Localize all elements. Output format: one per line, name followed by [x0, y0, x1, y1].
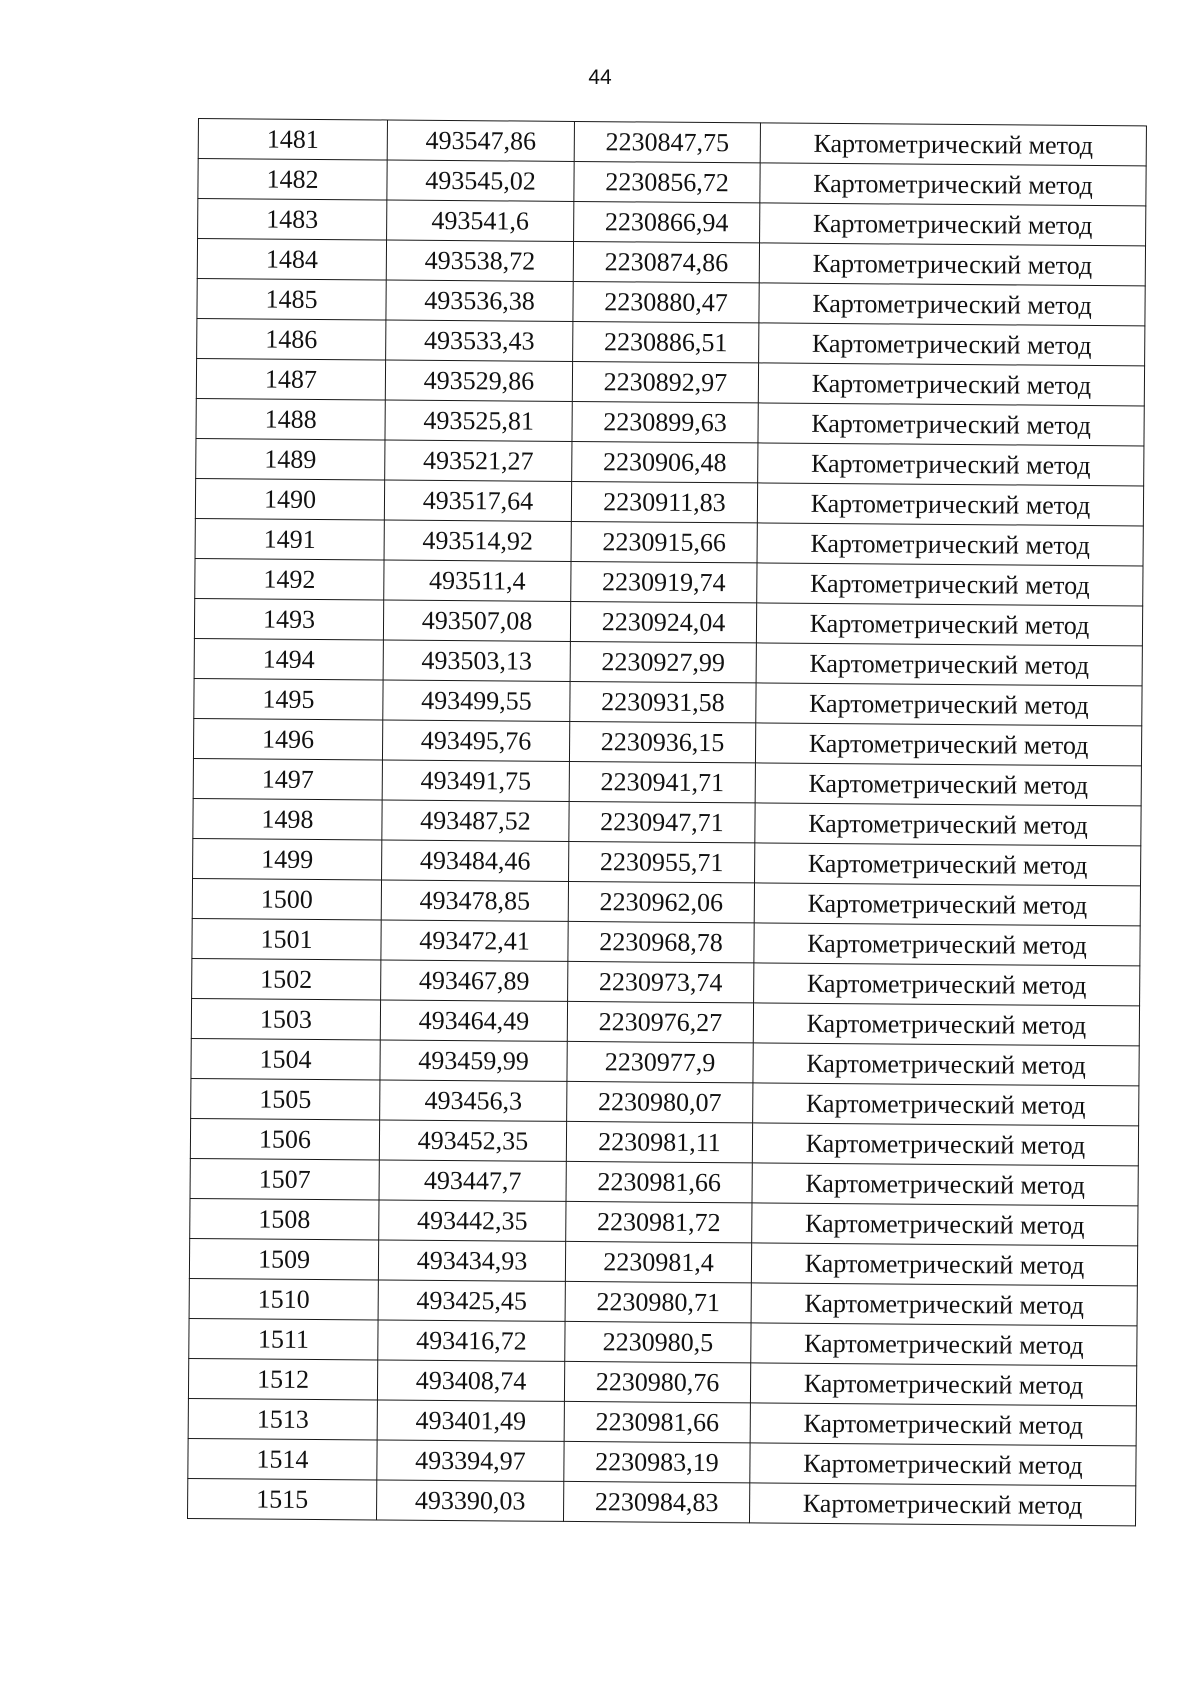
x-coordinate-cell: 493529,86: [385, 360, 572, 401]
x-coordinate-cell: 493521,27: [385, 440, 572, 481]
method-cell: Картометрический метод: [757, 563, 1143, 606]
x-coordinate-cell: 493484,46: [382, 840, 569, 881]
y-coordinate-cell: 2230906,48: [572, 441, 758, 482]
x-coordinate-cell: 493545,02: [387, 160, 574, 201]
y-coordinate-cell: 2230981,4: [565, 1241, 751, 1282]
method-cell: Картометрический метод: [754, 923, 1140, 966]
x-coordinate-cell: 493487,52: [382, 800, 569, 841]
point-number-cell: 1514: [188, 1438, 377, 1479]
method-cell: Картометрический метод: [755, 803, 1141, 846]
x-coordinate-cell: 493467,89: [381, 960, 568, 1001]
x-coordinate-cell: 493472,41: [381, 920, 568, 961]
point-number-cell: 1491: [195, 518, 384, 559]
y-coordinate-cell: 2230941,71: [569, 761, 755, 802]
y-coordinate-cell: 2230911,83: [571, 481, 757, 522]
point-number-cell: 1508: [190, 1198, 379, 1239]
method-cell: Картометрический метод: [752, 1123, 1138, 1166]
method-cell: Картометрический метод: [758, 403, 1144, 446]
method-cell: Картометрический метод: [760, 123, 1146, 166]
method-cell: Картометрический метод: [756, 603, 1142, 646]
method-cell: Картометрический метод: [752, 1203, 1138, 1246]
method-cell: Картометрический метод: [751, 1243, 1137, 1286]
y-coordinate-cell: 2230968,78: [568, 921, 754, 962]
method-cell: Картометрический метод: [750, 1403, 1136, 1446]
table-row: [188, 1478, 1136, 1525]
point-number-cell: 1485: [197, 278, 386, 319]
x-coordinate-cell: 493447,7: [379, 1160, 566, 1201]
y-coordinate-cell: 2230880,47: [573, 281, 759, 322]
coordinates-table: [187, 118, 1147, 1526]
y-coordinate-cell: 2230931,58: [570, 681, 756, 722]
point-number-cell: 1503: [191, 998, 380, 1039]
y-coordinate-cell: 2230955,71: [569, 841, 755, 882]
coordinates-table-body: [188, 119, 1147, 1526]
method-cell: Картометрический метод: [751, 1323, 1137, 1366]
method-cell: Картометрический метод: [755, 723, 1141, 766]
method-cell: Картометрический метод: [758, 363, 1144, 406]
y-coordinate-cell: 2230981,66: [566, 1161, 752, 1202]
x-coordinate-cell: 493514,92: [384, 520, 571, 561]
x-coordinate-cell: 493425,45: [378, 1280, 565, 1321]
x-coordinate-cell: 493536,38: [386, 280, 573, 321]
method-cell: Картометрический метод: [760, 163, 1146, 206]
y-coordinate-cell: 2230973,74: [568, 961, 754, 1002]
y-coordinate-cell: 2230924,04: [570, 601, 756, 642]
x-coordinate-cell: 493408,74: [377, 1360, 564, 1401]
method-cell: Картометрический метод: [758, 443, 1144, 486]
method-cell: Картометрический метод: [756, 643, 1142, 686]
y-coordinate-cell: 2230983,19: [564, 1441, 750, 1482]
point-number-cell: 1497: [193, 758, 382, 799]
method-cell: Картометрический метод: [754, 883, 1140, 926]
y-coordinate-cell: 2230847,75: [574, 121, 760, 162]
method-cell: Картометрический метод: [754, 963, 1140, 1006]
method-cell: Картометрический метод: [749, 1483, 1135, 1526]
point-number-cell: 1484: [197, 239, 386, 280]
point-number-cell: 1511: [189, 1318, 378, 1359]
method-cell: Картометрический метод: [753, 1083, 1139, 1126]
x-coordinate-cell: 493491,75: [382, 760, 569, 801]
x-coordinate-cell: 493538,72: [386, 240, 573, 281]
x-coordinate-cell: 493442,35: [379, 1200, 566, 1241]
x-coordinate-cell: 493459,99: [380, 1040, 567, 1081]
method-cell: Картометрический метод: [751, 1283, 1137, 1326]
y-coordinate-cell: 2230962,06: [568, 881, 754, 922]
point-number-cell: 1487: [196, 358, 385, 399]
x-coordinate-cell: 493507,08: [383, 600, 570, 641]
y-coordinate-cell: 2230899,63: [572, 401, 758, 442]
method-cell: Картометрический метод: [752, 1163, 1138, 1206]
point-number-cell: 1500: [192, 878, 381, 919]
x-coordinate-cell: 493416,72: [378, 1320, 565, 1361]
method-cell: Картометрический метод: [756, 683, 1142, 726]
x-coordinate-cell: 493517,64: [384, 480, 571, 521]
y-coordinate-cell: 2230977,9: [567, 1041, 753, 1082]
y-coordinate-cell: 2230981,11: [566, 1121, 752, 1162]
point-number-cell: 1513: [188, 1398, 377, 1439]
x-coordinate-cell: 493394,97: [377, 1440, 564, 1481]
point-number-cell: 1509: [189, 1238, 378, 1279]
point-number-cell: 1492: [195, 558, 384, 599]
x-coordinate-cell: 493533,43: [386, 320, 573, 361]
y-coordinate-cell: 2230892,97: [572, 361, 758, 402]
x-coordinate-cell: 493495,76: [382, 720, 569, 761]
y-coordinate-cell: 2230976,27: [567, 1001, 753, 1042]
method-cell: Картометрический метод: [755, 763, 1141, 806]
point-number-cell: 1494: [194, 638, 383, 679]
y-coordinate-cell: 2230886,51: [573, 321, 759, 362]
point-number-cell: 1483: [198, 199, 387, 240]
y-coordinate-cell: 2230984,83: [563, 1481, 749, 1522]
x-coordinate-cell: 493456,3: [380, 1080, 567, 1121]
y-coordinate-cell: 2230980,76: [564, 1361, 750, 1402]
point-number-cell: 1505: [191, 1078, 380, 1119]
y-coordinate-cell: 2230874,86: [573, 241, 759, 282]
x-coordinate-cell: 493390,03: [376, 1480, 563, 1521]
x-coordinate-cell: 493541,6: [387, 200, 574, 241]
y-coordinate-cell: 2230980,71: [565, 1281, 751, 1322]
x-coordinate-cell: 493503,13: [383, 640, 570, 681]
point-number-cell: 1496: [193, 718, 382, 759]
method-cell: Картометрический метод: [757, 523, 1143, 566]
y-coordinate-cell: 2230947,71: [569, 801, 755, 842]
point-number-cell: 1501: [192, 918, 381, 959]
y-coordinate-cell: 2230936,15: [569, 721, 755, 762]
y-coordinate-cell: 2230856,72: [574, 161, 760, 202]
point-number-cell: 1490: [195, 478, 384, 519]
y-coordinate-cell: 2230915,66: [571, 521, 757, 562]
x-coordinate-cell: 493511,4: [384, 560, 571, 601]
page-number: 44: [588, 66, 612, 89]
method-cell: Картометрический метод: [753, 1043, 1139, 1086]
y-coordinate-cell: 2230919,74: [571, 561, 757, 602]
method-cell: Картометрический метод: [759, 243, 1145, 286]
point-number-cell: 1482: [198, 159, 387, 200]
method-cell: Картометрический метод: [760, 203, 1146, 246]
method-cell: Картометрический метод: [753, 1003, 1139, 1046]
y-coordinate-cell: 2230866,94: [574, 201, 760, 242]
point-number-cell: 1495: [194, 678, 383, 719]
point-number-cell: 1488: [196, 398, 385, 439]
x-coordinate-cell: 493434,93: [378, 1240, 565, 1281]
x-coordinate-cell: 493499,55: [383, 680, 570, 721]
x-coordinate-cell: 493478,85: [381, 880, 568, 921]
point-number-cell: 1510: [189, 1278, 378, 1319]
point-number-cell: 1493: [194, 598, 383, 639]
method-cell: Картометрический метод: [759, 323, 1145, 366]
point-number-cell: 1504: [191, 1038, 380, 1079]
y-coordinate-cell: 2230927,99: [570, 641, 756, 682]
y-coordinate-cell: 2230981,72: [566, 1201, 752, 1242]
point-number-cell: 1481: [198, 119, 387, 160]
point-number-cell: 1507: [190, 1158, 379, 1199]
point-number-cell: 1489: [196, 438, 385, 479]
method-cell: Картометрический метод: [750, 1443, 1136, 1486]
y-coordinate-cell: 2230980,5: [565, 1321, 751, 1362]
x-coordinate-cell: 493525,81: [385, 400, 572, 441]
y-coordinate-cell: 2230980,07: [567, 1081, 753, 1122]
method-cell: Картометрический метод: [750, 1363, 1136, 1406]
point-number-cell: 1486: [197, 318, 386, 359]
x-coordinate-cell: 493452,35: [379, 1120, 566, 1161]
point-number-cell: 1512: [188, 1358, 377, 1399]
x-coordinate-cell: 493464,49: [380, 1000, 567, 1041]
x-coordinate-cell: 493401,49: [377, 1400, 564, 1441]
point-number-cell: 1502: [192, 958, 381, 999]
point-number-cell: 1506: [190, 1118, 379, 1159]
x-coordinate-cell: 493547,86: [387, 120, 574, 161]
method-cell: Картометрический метод: [757, 483, 1143, 526]
point-number-cell: 1499: [193, 838, 382, 879]
point-number-cell: 1498: [193, 798, 382, 839]
y-coordinate-cell: 2230981,66: [564, 1401, 750, 1442]
method-cell: Картометрический метод: [759, 283, 1145, 326]
point-number-cell: 1515: [188, 1478, 377, 1519]
method-cell: Картометрический метод: [755, 843, 1141, 886]
